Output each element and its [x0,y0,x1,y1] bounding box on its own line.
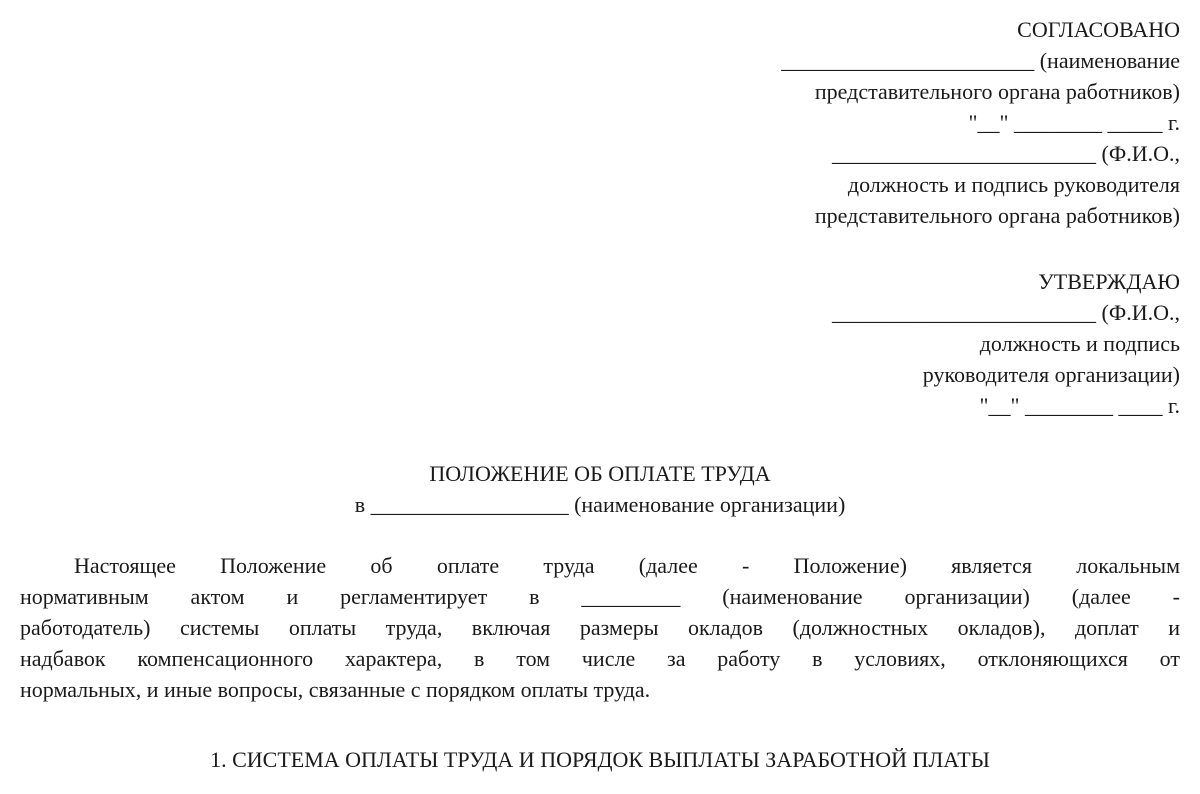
paragraph-line: Настоящее Положение об оплате труда (далее - Положение) является локальным [74,553,1180,578]
approval-block [781,14,1180,231]
confirm-line: руководителя организации) [922,362,1180,387]
intro-paragraph [20,550,1180,705]
confirm-line: должность и подпись [979,331,1180,356]
approval-line: представительного органа работников) [814,203,1180,228]
paragraph-line: надбавок компенсационного характера, в том числе за работу в условиях, отклоняющихся от [20,646,1180,671]
paragraph-line: нормативным актом и регламентирует в _________ (наименование организации) (далее - [20,584,1180,609]
approval-heading: СОГЛАСОВАНО [1017,17,1180,42]
confirm-line: ________________________ (Ф.И.О., [832,300,1180,325]
paragraph-line: нормальных, и иные вопросы, связанные с порядком оплаты труда. [20,677,651,702]
approval-line: представительного органа работников) [814,79,1180,104]
section-heading: 1. СИСТЕМА ОПЛАТЫ ТРУДА И ПОРЯДОК ВЫПЛАТЫ ЗАРАБОТНОЙ ПЛАТЫ [210,747,990,772]
document-title: ПОЛОЖЕНИЕ ОБ ОПЛАТЕ ТРУДА [429,461,771,486]
approval-line: ________________________ (Ф.И.О., [832,141,1180,166]
document-subtitle: в __________________ (наименование организации) [354,492,846,517]
confirm-heading: УТВЕРЖДАЮ [1038,269,1180,294]
confirm-date-line: "__" ________ ____ г. [979,393,1180,418]
approval-line: должность и подпись руководителя [847,172,1180,197]
approval-date-line: "__" ________ _____ г. [968,110,1180,135]
confirm-block [832,266,1180,421]
approval-line: _______________________ (наименование [781,48,1180,73]
paragraph-line: работодатель) системы оплаты труда, включая размеры окладов (должностных окладов), доплат и [20,615,1180,640]
